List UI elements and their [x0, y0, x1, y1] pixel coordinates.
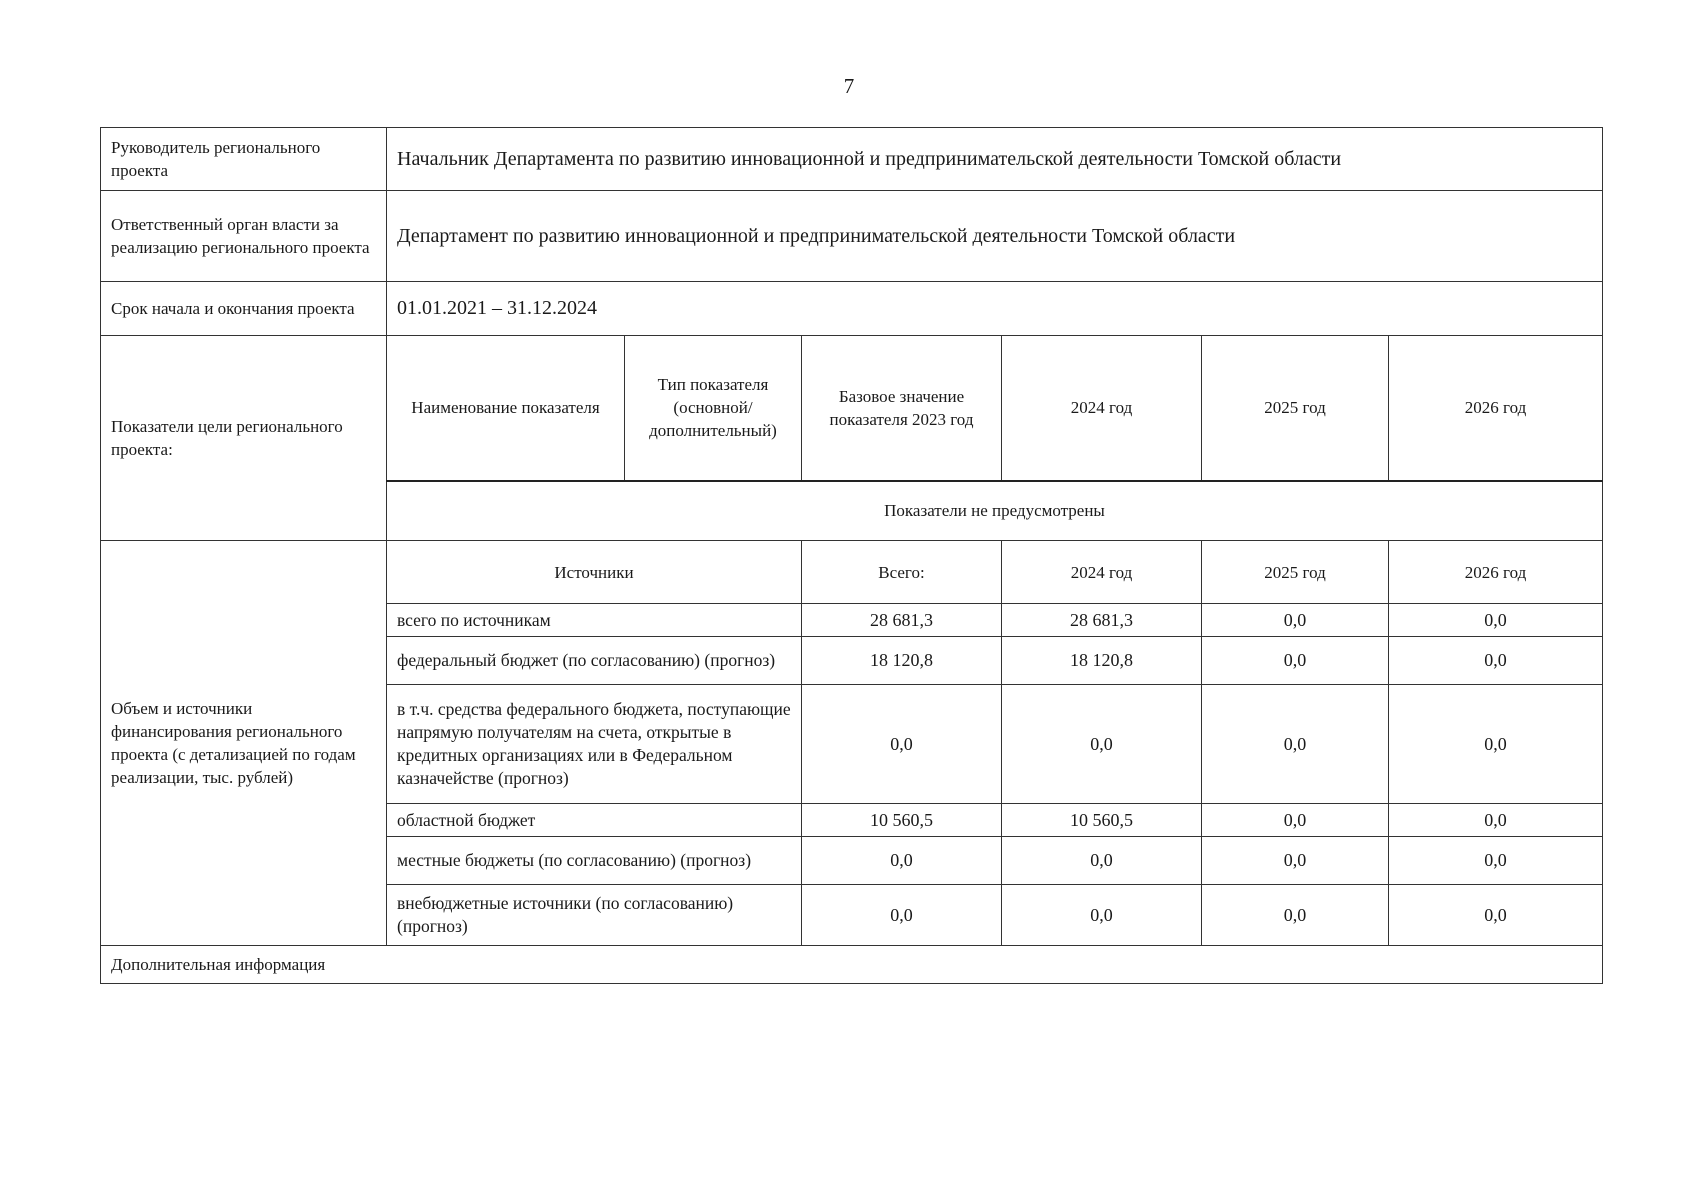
funding-value-2025: 0,0	[1202, 685, 1389, 804]
funding-value-2025: 0,0	[1202, 885, 1389, 946]
funding-header-2026: 2026 год	[1389, 541, 1603, 604]
funding-value-2024: 0,0	[1002, 837, 1202, 885]
funding-value-2026: 0,0	[1389, 804, 1603, 837]
funding-value-2026: 0,0	[1389, 604, 1603, 637]
funding-source-name: всего по источникам	[387, 604, 802, 637]
funding-value-2026: 0,0	[1389, 637, 1603, 685]
funding-value-2026: 0,0	[1389, 685, 1603, 804]
row-project-term	[101, 282, 1603, 336]
funding-source-name: местные бюджеты (по согласованию) (прогноз)	[387, 837, 802, 885]
row-additional-info	[101, 946, 1603, 984]
project-passport-table	[100, 127, 1603, 984]
funding-value-2025: 0,0	[1202, 637, 1389, 685]
funding-value-2024: 0,0	[1002, 885, 1202, 946]
funding-value-total: 0,0	[802, 837, 1002, 885]
project-head-value: Начальник Департамента по развитию инновационной и предпринимательской деятельности Томской области	[387, 128, 1603, 191]
responsible-body-value: Департамент по развитию инновационной и предпринимательской деятельности Томской области	[387, 191, 1603, 282]
funding-value-2024: 18 120,8	[1002, 637, 1202, 685]
funding-header-2025: 2025 год	[1202, 541, 1389, 604]
indicator-header-base: Базовое значение показателя 2023 год	[802, 336, 1002, 481]
responsible-body-label: Ответственный орган власти за реализацию регионального проекта	[101, 191, 387, 282]
funding-value-2025: 0,0	[1202, 837, 1389, 885]
row-indicators-header	[101, 336, 1603, 481]
funding-header-total: Всего:	[802, 541, 1002, 604]
indicators-label: Показатели цели регионального проекта:	[101, 336, 387, 541]
row-project-head	[101, 128, 1603, 191]
funding-value-total: 18 120,8	[802, 637, 1002, 685]
indicator-header-2026: 2026 год	[1389, 336, 1603, 481]
funding-header-sources: Источники	[387, 541, 802, 604]
funding-source-name: областной бюджет	[387, 804, 802, 837]
page-number: 7	[843, 74, 855, 98]
funding-value-2025: 0,0	[1202, 804, 1389, 837]
indicator-header-2024: 2024 год	[1002, 336, 1202, 481]
funding-value-total: 28 681,3	[802, 604, 1002, 637]
funding-label: Объем и источники финансирования регионального проекта (с детализацией по годам реализации, тыс. рублей)	[101, 541, 387, 946]
row-funding-header	[101, 541, 1603, 604]
funding-value-total: 10 560,5	[802, 804, 1002, 837]
project-term-label: Срок начала и окончания проекта	[101, 282, 387, 336]
indicators-note: Показатели не предусмотрены	[387, 481, 1603, 541]
project-head-label: Руководитель регионального проекта	[101, 128, 387, 191]
funding-source-name: федеральный бюджет (по согласованию) (прогноз)	[387, 637, 802, 685]
funding-value-total: 0,0	[802, 685, 1002, 804]
funding-value-total: 0,0	[802, 885, 1002, 946]
funding-source-name: в т.ч. средства федерального бюджета, поступающие напрямую получателям на счета, открытые в кредитных организациях или в Федеральном казначействе (прогноз)	[387, 685, 802, 804]
funding-header-2024: 2024 год	[1002, 541, 1202, 604]
funding-source-name: внебюджетные источники (по согласованию) (прогноз)	[387, 885, 802, 946]
funding-value-2024: 28 681,3	[1002, 604, 1202, 637]
funding-value-2026: 0,0	[1389, 837, 1603, 885]
indicator-header-2025: 2025 год	[1202, 336, 1389, 481]
funding-value-2026: 0,0	[1389, 885, 1603, 946]
indicator-header-name: Наименование показателя	[387, 336, 625, 481]
funding-value-2025: 0,0	[1202, 604, 1389, 637]
indicator-header-type: Тип показателя (основной/ дополнительный)	[625, 336, 802, 481]
funding-value-2024: 10 560,5	[1002, 804, 1202, 837]
row-responsible-body	[101, 191, 1603, 282]
funding-value-2024: 0,0	[1002, 685, 1202, 804]
project-term-value: 01.01.2021 – 31.12.2024	[387, 282, 1603, 336]
additional-info-label: Дополнительная информация	[101, 946, 1603, 984]
